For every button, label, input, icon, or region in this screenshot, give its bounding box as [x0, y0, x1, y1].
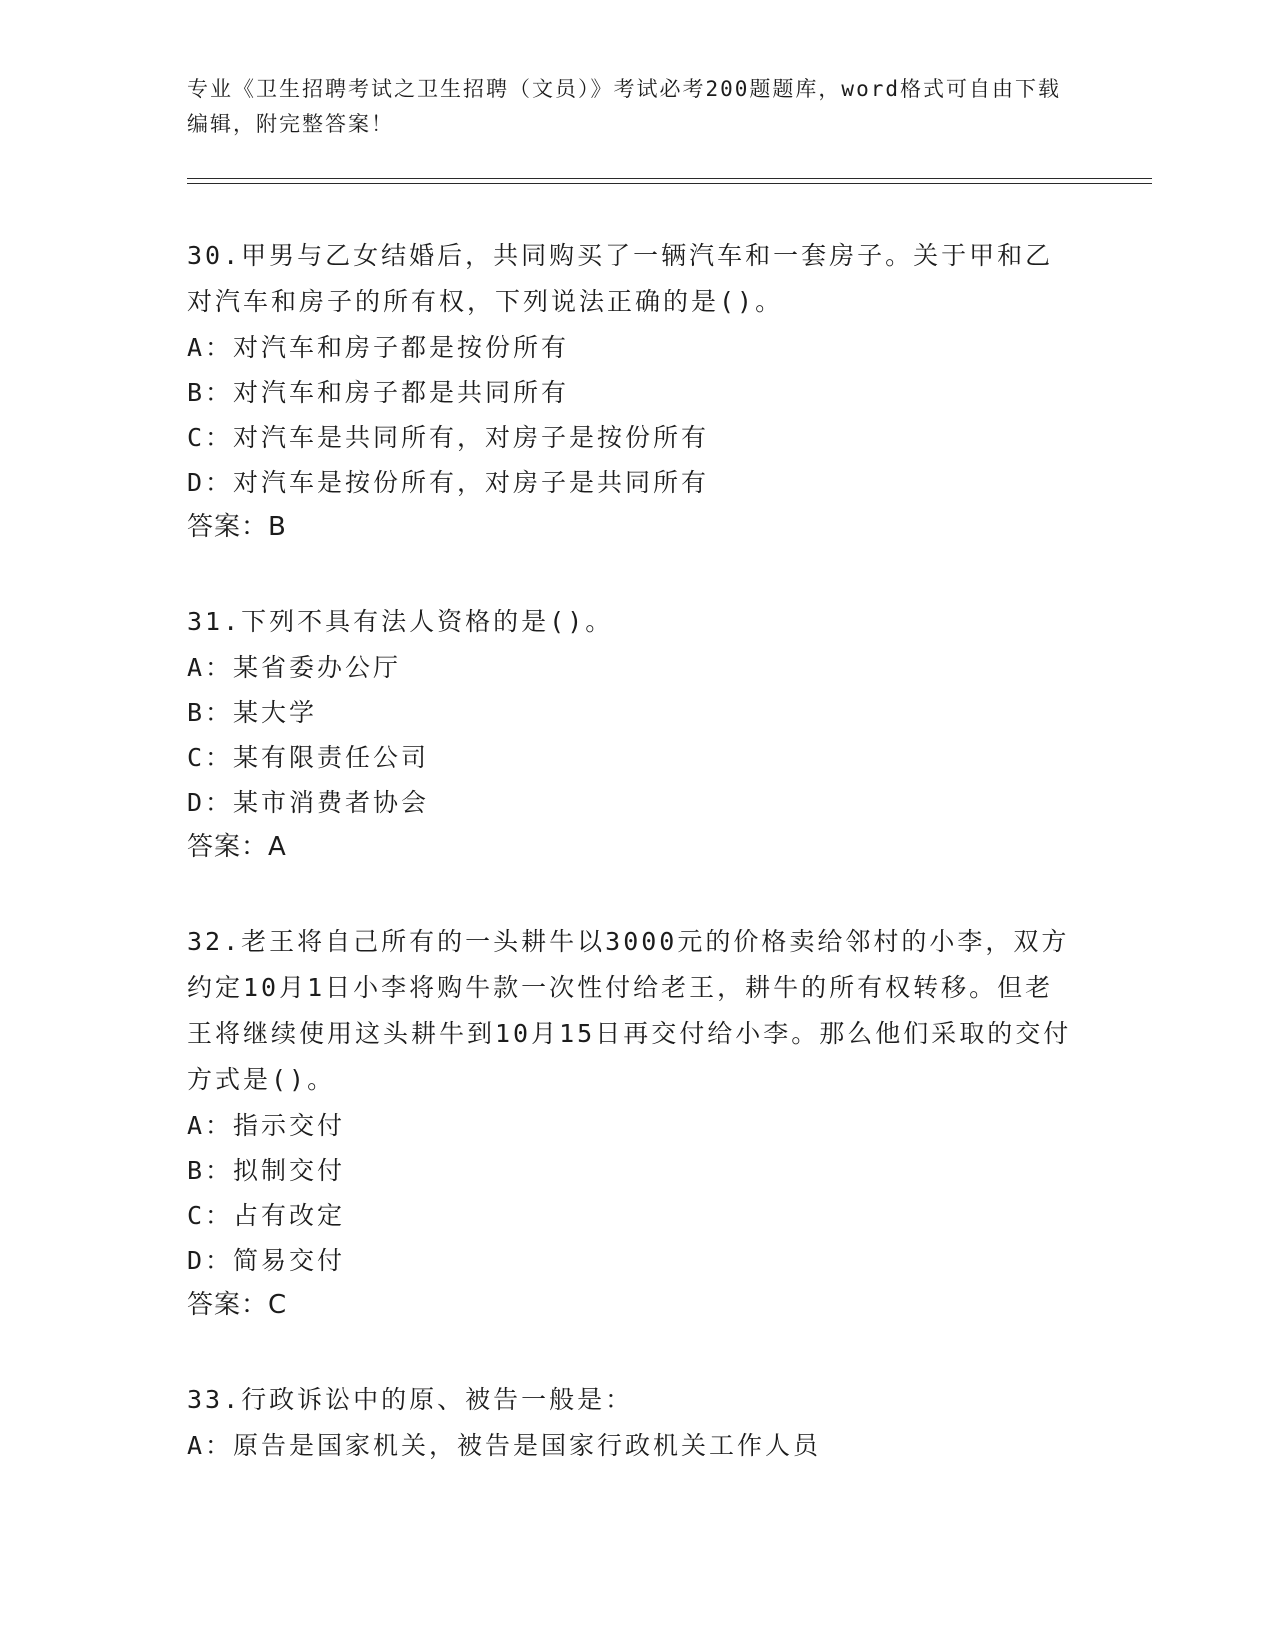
answer-line: 答案：C	[187, 1290, 288, 1320]
option-d: D：对汽车是按份所有，对房子是共同所有	[187, 468, 710, 497]
answer-line: 答案：A	[187, 832, 287, 862]
header-rule-bottom	[187, 183, 1152, 184]
option-a: A：原告是国家机关，被告是国家行政机关工作人员	[187, 1431, 822, 1460]
option-d: D：简易交付	[187, 1246, 346, 1275]
option-a: A：对汽车和房子都是按份所有	[187, 333, 570, 362]
option-c: C：对汽车是共同所有，对房子是按份所有	[187, 423, 710, 452]
option-c: C：占有改定	[187, 1201, 346, 1230]
question-stem: 30.甲男与乙女结婚后，共同购买了一辆汽车和一套房子。关于甲和乙对汽车和房子的所有权，下列说法正确的是()。	[187, 241, 1054, 316]
option-d: D：某市消费者协会	[187, 788, 430, 817]
question-31	[187, 599, 1077, 870]
option-b: B：某大学	[187, 698, 318, 727]
document-header: 专业《卫生招聘考试之卫生招聘（文员）》考试必考200题题库，word格式可自由下载编辑，附完整答案！	[187, 77, 1061, 136]
question-list	[187, 233, 1077, 1517]
header-rule-top	[187, 178, 1152, 179]
question-33	[187, 1377, 1077, 1468]
question-32	[187, 919, 1077, 1328]
question-stem: 31.下列不具有法人资格的是()。	[187, 607, 614, 636]
question-stem: 33.行政诉讼中的原、被告一般是：	[187, 1385, 634, 1414]
question-30	[187, 233, 1077, 550]
option-a: A：某省委办公厅	[187, 653, 402, 682]
option-b: B：对汽车和房子都是共同所有	[187, 378, 570, 407]
question-stem: 32.老王将自己所有的一头耕牛以3000元的价格卖给邻村的小李，双方约定10月1日小李将购牛款一次性付给老王，耕牛的所有权转移。但老王将继续使用这头耕牛到10月15日再交付给小李。那么他们采取的交付方式是()。	[187, 927, 1072, 1094]
answer-line: 答案：B	[187, 512, 287, 542]
option-c: C：某有限责任公司	[187, 743, 430, 772]
option-b: B：拟制交付	[187, 1156, 346, 1185]
option-a: A：指示交付	[187, 1111, 346, 1140]
